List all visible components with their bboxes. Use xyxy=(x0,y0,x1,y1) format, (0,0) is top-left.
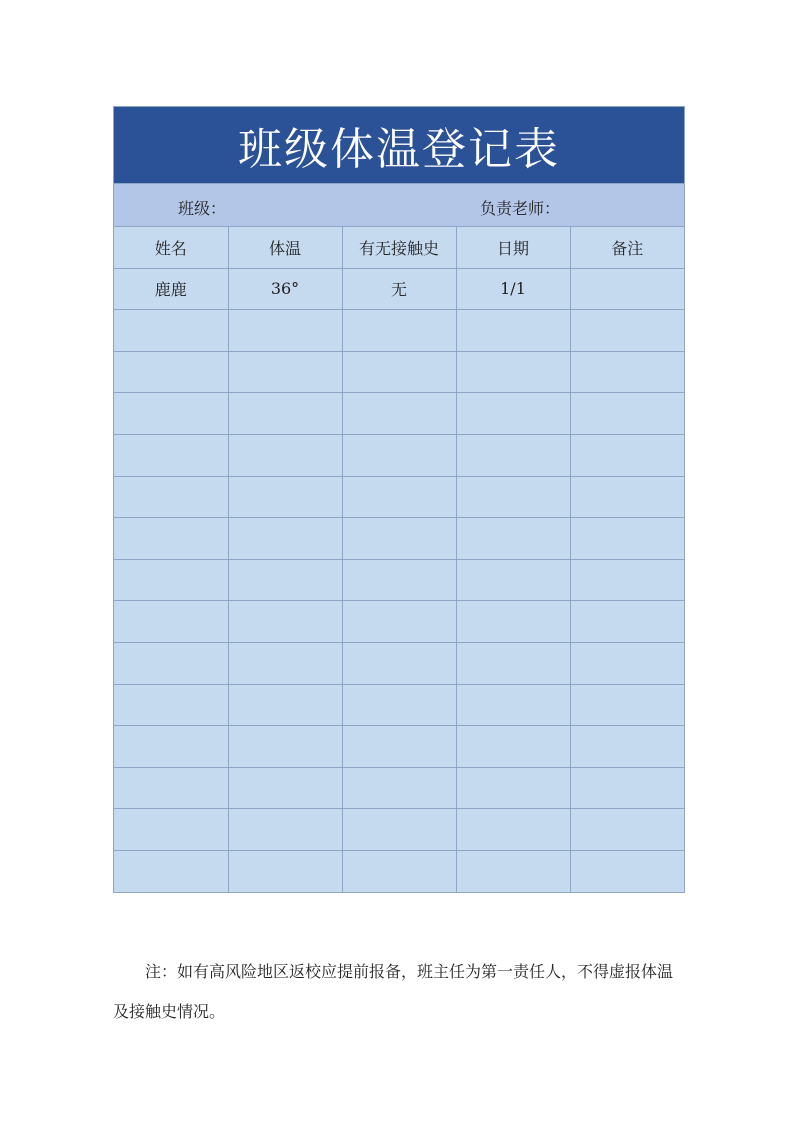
cell-date xyxy=(456,310,570,352)
table-row xyxy=(114,434,684,476)
cell-temperature xyxy=(228,393,342,435)
header-temperature: 体温 xyxy=(228,227,342,269)
header-name: 姓名 xyxy=(114,227,228,269)
cell-temperature xyxy=(228,850,342,892)
cell-date xyxy=(456,393,570,435)
cell-remarks xyxy=(570,476,684,518)
cell-name xyxy=(114,601,228,643)
cell-remarks xyxy=(570,310,684,352)
cell-name xyxy=(114,726,228,768)
cell-name xyxy=(114,642,228,684)
cell-remarks xyxy=(570,393,684,435)
table-row xyxy=(114,850,684,892)
cell-temperature xyxy=(228,642,342,684)
cell-contact-history xyxy=(342,726,456,768)
meta-row xyxy=(114,183,684,226)
cell-temperature xyxy=(228,684,342,726)
cell-contact-history xyxy=(342,601,456,643)
cell-date xyxy=(456,642,570,684)
cell-remarks xyxy=(570,850,684,892)
cell-contact-history xyxy=(342,684,456,726)
cell-contact-history xyxy=(342,850,456,892)
cell-remarks xyxy=(570,351,684,393)
table-row xyxy=(114,642,684,684)
cell-contact-history xyxy=(342,351,456,393)
cell-temperature xyxy=(228,767,342,809)
cell-name: 鹿鹿 xyxy=(114,268,228,310)
cell-name xyxy=(114,351,228,393)
cell-temperature xyxy=(228,476,342,518)
cell-contact-history xyxy=(342,767,456,809)
temperature-register-form xyxy=(113,106,685,893)
header-date: 日期 xyxy=(456,227,570,269)
cell-temperature xyxy=(228,434,342,476)
cell-remarks xyxy=(570,601,684,643)
cell-date xyxy=(456,434,570,476)
cell-contact-history xyxy=(342,476,456,518)
cell-temperature xyxy=(228,726,342,768)
table-body xyxy=(114,268,684,892)
cell-contact-history xyxy=(342,559,456,601)
cell-contact-history xyxy=(342,434,456,476)
cell-temperature xyxy=(228,351,342,393)
table-row xyxy=(114,393,684,435)
cell-remarks xyxy=(570,726,684,768)
cell-date xyxy=(456,850,570,892)
form-title: 班级体温登记表 xyxy=(114,107,684,183)
cell-contact-history xyxy=(342,518,456,560)
cell-remarks xyxy=(570,809,684,851)
cell-name xyxy=(114,684,228,726)
table-header-row xyxy=(114,227,684,269)
cell-temperature xyxy=(228,601,342,643)
cell-date: 1/1 xyxy=(456,268,570,310)
table-row xyxy=(114,559,684,601)
cell-temperature xyxy=(228,310,342,352)
cell-date xyxy=(456,767,570,809)
cell-remarks xyxy=(570,684,684,726)
cell-name xyxy=(114,850,228,892)
table-row xyxy=(114,726,684,768)
cell-name xyxy=(114,559,228,601)
cell-name xyxy=(114,476,228,518)
cell-date xyxy=(456,726,570,768)
cell-date xyxy=(456,476,570,518)
cell-name xyxy=(114,393,228,435)
table-row xyxy=(114,601,684,643)
cell-name xyxy=(114,434,228,476)
cell-date xyxy=(456,559,570,601)
cell-contact-history: 无 xyxy=(342,268,456,310)
cell-date xyxy=(456,601,570,643)
cell-remarks xyxy=(570,642,684,684)
cell-remarks xyxy=(570,518,684,560)
table-row xyxy=(114,351,684,393)
cell-contact-history xyxy=(342,809,456,851)
header-remarks: 备注 xyxy=(570,227,684,269)
cell-name xyxy=(114,518,228,560)
table-row xyxy=(114,684,684,726)
cell-date xyxy=(456,351,570,393)
cell-temperature xyxy=(228,559,342,601)
cell-name xyxy=(114,809,228,851)
table-row xyxy=(114,767,684,809)
cell-contact-history xyxy=(342,310,456,352)
cell-date xyxy=(456,809,570,851)
teacher-label: 负责老师： xyxy=(480,199,561,218)
cell-remarks xyxy=(570,559,684,601)
cell-contact-history xyxy=(342,393,456,435)
cell-remarks xyxy=(570,268,684,310)
table-row xyxy=(114,310,684,352)
cell-date xyxy=(456,518,570,560)
register-table xyxy=(114,226,684,892)
cell-name xyxy=(114,767,228,809)
footnote: 注：如有高风险地区返校应提前报备，班主任为第一责任人，不得虚报体温及接触史情况。 xyxy=(113,962,674,1021)
cell-temperature: 36° xyxy=(228,268,342,310)
cell-remarks xyxy=(570,434,684,476)
table-row xyxy=(114,476,684,518)
cell-remarks xyxy=(570,767,684,809)
cell-contact-history xyxy=(342,642,456,684)
table-row xyxy=(114,809,684,851)
cell-temperature xyxy=(228,518,342,560)
table-row xyxy=(114,518,684,560)
cell-temperature xyxy=(228,809,342,851)
class-label: 班级： xyxy=(178,199,227,218)
table-row xyxy=(114,268,684,310)
header-contact-history: 有无接触史 xyxy=(342,227,456,269)
cell-date xyxy=(456,684,570,726)
cell-name xyxy=(114,310,228,352)
